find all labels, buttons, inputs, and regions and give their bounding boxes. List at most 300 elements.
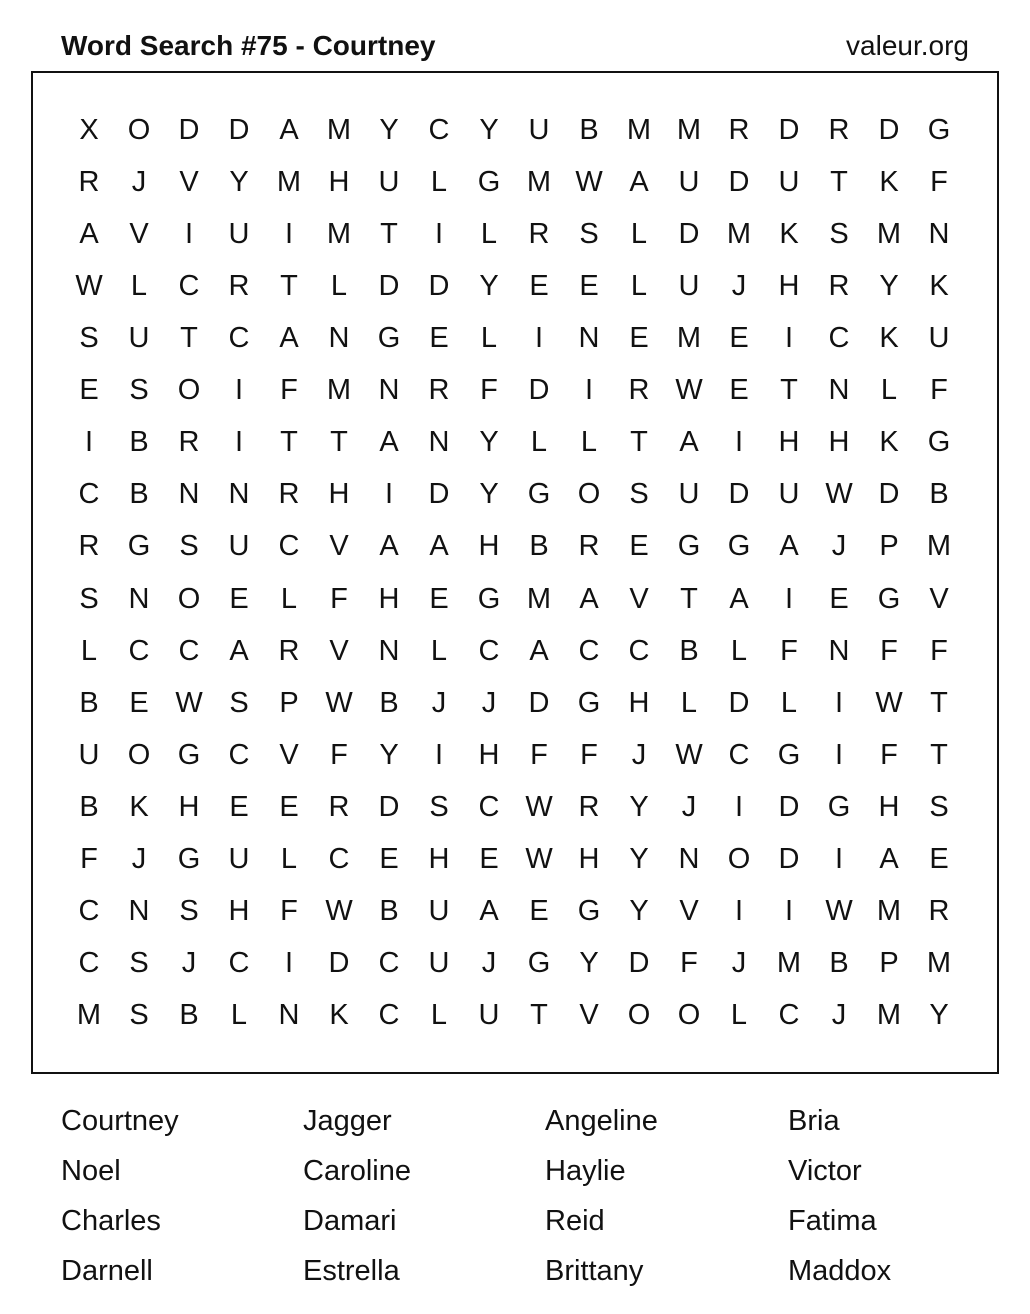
grid-letter: F: [880, 738, 898, 771]
grid-letter: P: [879, 530, 899, 563]
grid-letter: Y: [629, 790, 649, 823]
grid-letter: F: [80, 842, 98, 875]
grid-letter: W: [575, 166, 603, 199]
grid-letter: L: [230, 999, 248, 1032]
grid-letter: E: [729, 322, 749, 355]
grid-letter: A: [629, 166, 649, 199]
grid-letter: E: [529, 894, 549, 927]
grid-letter: L: [430, 166, 448, 199]
grid-letter: W: [825, 894, 853, 927]
grid-letter: T: [630, 426, 648, 459]
word-list-item: Reid: [545, 1205, 605, 1237]
grid-letter: A: [279, 322, 299, 355]
grid-letter: O: [127, 738, 151, 771]
grid-letter: P: [279, 686, 299, 719]
grid-letter: W: [525, 842, 553, 875]
grid-letter: D: [378, 270, 400, 303]
word-list-item: Angeline: [545, 1105, 658, 1137]
grid-letter: N: [678, 842, 700, 875]
grid-letter: O: [727, 842, 751, 875]
word-list-item: Brittany: [545, 1255, 644, 1287]
grid-letter: M: [776, 946, 802, 979]
grid-letter: U: [678, 478, 700, 511]
grid-letter: E: [579, 270, 599, 303]
grid-letter: J: [631, 738, 647, 771]
grid-letter: C: [828, 322, 850, 355]
grid-letter: U: [228, 842, 250, 875]
grid-letter: M: [626, 114, 652, 146]
grid-letter: K: [929, 270, 949, 303]
grid-letter: C: [578, 634, 600, 667]
grid-letter: R: [328, 790, 350, 823]
grid-letter: K: [779, 218, 799, 251]
grid-letter: D: [178, 114, 200, 146]
grid-letter: G: [777, 738, 801, 771]
grid-letter: H: [878, 790, 900, 823]
grid-letter: R: [528, 218, 550, 251]
grid-letter: R: [228, 270, 250, 303]
grid-letter: E: [929, 842, 949, 875]
grid-letter: Y: [379, 738, 399, 771]
grid-letter: R: [578, 790, 600, 823]
grid-letter: J: [831, 530, 847, 563]
grid-letter: B: [379, 894, 399, 927]
grid-letter: B: [79, 790, 99, 823]
grid-letter: E: [629, 530, 649, 563]
grid-letter: G: [377, 322, 401, 355]
grid-letter: S: [179, 530, 199, 563]
grid-letter: L: [280, 582, 298, 615]
grid-letter: U: [928, 322, 950, 355]
grid-letter: U: [78, 738, 100, 771]
grid-letter: C: [228, 946, 250, 979]
grid-letter: D: [228, 114, 250, 146]
grid-letter: E: [529, 270, 549, 303]
grid-letter: C: [378, 999, 400, 1032]
grid-letter: V: [279, 738, 299, 771]
grid-letter: F: [280, 894, 298, 927]
grid-letter: J: [481, 946, 497, 979]
grid-letter: I: [784, 894, 794, 927]
grid-letter: T: [180, 322, 198, 355]
grid-letter: H: [628, 686, 650, 719]
grid-letter: S: [129, 946, 149, 979]
grid-letter: S: [129, 999, 149, 1032]
grid-letter: V: [579, 999, 599, 1032]
grid-letter: V: [179, 166, 199, 199]
grid-letter: H: [328, 478, 350, 511]
grid-letter: U: [528, 114, 550, 146]
grid-letter: H: [378, 582, 400, 615]
grid-letter: L: [630, 270, 648, 303]
grid-letter: N: [828, 374, 850, 407]
grid-letter: M: [326, 114, 352, 146]
grid-letter: I: [834, 738, 844, 771]
grid-letter: Y: [879, 270, 899, 303]
grid-letter: A: [429, 530, 449, 563]
grid-letter: B: [129, 426, 149, 459]
grid-letter: S: [629, 478, 649, 511]
grid-letter: G: [877, 582, 901, 615]
grid-letter: C: [478, 634, 500, 667]
grid-letter: U: [378, 166, 400, 199]
grid-letter: V: [329, 530, 349, 563]
grid-letter: F: [580, 738, 598, 771]
grid-letter: G: [127, 530, 151, 563]
grid-letter: C: [78, 478, 100, 511]
grid-letter: J: [831, 999, 847, 1032]
grid-letter: Y: [629, 894, 649, 927]
grid-letter: H: [778, 426, 800, 459]
grid-letter: A: [229, 634, 249, 667]
grid-letter: D: [678, 218, 700, 251]
grid-letter: B: [529, 530, 549, 563]
grid-letter: A: [779, 530, 799, 563]
grid-letter: M: [676, 322, 702, 355]
grid-letter: C: [228, 322, 250, 355]
grid-letter: I: [434, 218, 444, 251]
grid-letter: R: [178, 426, 200, 459]
grid-letter: N: [828, 634, 850, 667]
grid-letter: G: [527, 478, 551, 511]
grid-letter: L: [730, 634, 748, 667]
grid-letter: E: [129, 686, 149, 719]
grid-letter: T: [330, 426, 348, 459]
grid-letter: J: [131, 166, 147, 199]
grid-letter: F: [330, 738, 348, 771]
word-list-item: Bria: [788, 1105, 840, 1137]
grid-letter: S: [229, 686, 249, 719]
grid-letter: L: [480, 322, 498, 355]
grid-letter: T: [830, 166, 848, 199]
grid-letter: I: [284, 946, 294, 979]
grid-letter: M: [876, 894, 902, 927]
grid-letter: J: [131, 842, 147, 875]
grid-letter: T: [280, 426, 298, 459]
grid-letter: W: [675, 374, 703, 407]
word-list-item: Charles: [61, 1205, 161, 1237]
grid-letter: Y: [579, 946, 599, 979]
grid-letter: C: [378, 946, 400, 979]
grid-letter: H: [828, 426, 850, 459]
word-list-item: Jagger: [303, 1105, 392, 1137]
grid-letter: W: [825, 478, 853, 511]
grid-letter: U: [128, 322, 150, 355]
grid-letter: C: [178, 270, 200, 303]
grid-letter: N: [128, 582, 150, 615]
grid-letter: H: [328, 166, 350, 199]
grid-letter: D: [778, 114, 800, 146]
grid-letter: Y: [929, 999, 949, 1032]
grid-letter: L: [430, 634, 448, 667]
grid-letter: L: [680, 686, 698, 719]
grid-letter: O: [127, 114, 151, 146]
grid-letter: D: [528, 686, 550, 719]
grid-letter: C: [628, 634, 650, 667]
grid-letter: E: [829, 582, 849, 615]
grid-letter: H: [178, 790, 200, 823]
grid-letter: U: [428, 946, 450, 979]
word-list-item: Estrella: [303, 1255, 400, 1287]
grid-letter: N: [128, 894, 150, 927]
grid-letter: A: [379, 426, 399, 459]
grid-letter: J: [731, 270, 747, 303]
grid-letter: G: [527, 946, 551, 979]
grid-letter: A: [479, 894, 499, 927]
grid-letter: M: [76, 999, 102, 1032]
grid-letter: N: [178, 478, 200, 511]
grid-letter: R: [278, 478, 300, 511]
puzzle-title: Word Search #75 - Courtney: [61, 30, 436, 61]
grid-letter: F: [330, 582, 348, 615]
grid-letter: M: [526, 166, 552, 199]
grid-letter: F: [280, 374, 298, 407]
grid-letter: T: [530, 999, 548, 1032]
grid-letter: K: [129, 790, 149, 823]
grid-letter: A: [679, 426, 699, 459]
grid-letter: B: [579, 114, 599, 146]
grid-letter: I: [834, 842, 844, 875]
grid-letter: C: [78, 946, 100, 979]
grid-letter: R: [828, 114, 850, 146]
grid-letter: U: [678, 270, 700, 303]
grid-letter: I: [784, 582, 794, 615]
grid-letter: H: [228, 894, 250, 927]
word-list-item: Maddox: [788, 1255, 892, 1287]
grid-letter: W: [325, 894, 353, 927]
grid-letter: O: [177, 374, 201, 407]
grid-letter: B: [829, 946, 849, 979]
grid-letter: S: [579, 218, 599, 251]
grid-letter: V: [629, 582, 649, 615]
grid-letter: A: [79, 218, 99, 251]
grid-letter: E: [629, 322, 649, 355]
grid-letter: Y: [479, 114, 499, 146]
grid-letter: Y: [479, 478, 499, 511]
grid-letter: N: [228, 478, 250, 511]
grid-letter: C: [278, 530, 300, 563]
grid-letter: D: [428, 478, 450, 511]
grid-letter: U: [228, 218, 250, 251]
grid-letter: G: [477, 582, 501, 615]
grid-letter: G: [677, 530, 701, 563]
grid-letter: S: [429, 790, 449, 823]
grid-letter: N: [378, 374, 400, 407]
grid-letter: I: [784, 322, 794, 355]
grid-letter: C: [478, 790, 500, 823]
grid-letter: R: [628, 374, 650, 407]
grid-letter: L: [780, 686, 798, 719]
grid-letter: V: [129, 218, 149, 251]
grid-letter: X: [79, 114, 99, 146]
word-list-item: Darnell: [61, 1255, 153, 1287]
grid-letter: J: [681, 790, 697, 823]
grid-letter: L: [630, 218, 648, 251]
grid-letter: G: [927, 426, 951, 459]
grid-letter: I: [234, 374, 244, 407]
grid-letter: C: [428, 114, 450, 146]
grid-letter: D: [328, 946, 350, 979]
grid-letter: L: [880, 374, 898, 407]
grid-letter: M: [676, 114, 702, 146]
grid-letter: C: [228, 738, 250, 771]
grid-letter: D: [628, 946, 650, 979]
grid-letter: R: [428, 374, 450, 407]
grid-letter: I: [284, 218, 294, 251]
grid-letter: W: [75, 270, 103, 303]
grid-letter: S: [179, 894, 199, 927]
grid-letter: M: [326, 218, 352, 251]
grid-letter: H: [428, 842, 450, 875]
grid-letter: S: [79, 322, 99, 355]
grid-letter: V: [679, 894, 699, 927]
grid-letter: A: [379, 530, 399, 563]
grid-letter: K: [879, 322, 899, 355]
grid-letter: V: [929, 582, 949, 615]
word-list-item: Victor: [788, 1155, 862, 1187]
grid-letter: G: [577, 894, 601, 927]
word-list-item: Fatima: [788, 1205, 877, 1237]
grid-letter: G: [177, 738, 201, 771]
grid-letter: F: [880, 634, 898, 667]
grid-letter: O: [627, 999, 651, 1032]
grid-letter: E: [229, 790, 249, 823]
grid-letter: J: [731, 946, 747, 979]
grid-letter: P: [879, 946, 899, 979]
grid-letter: Y: [479, 426, 499, 459]
grid-letter: T: [930, 686, 948, 719]
grid-letter: N: [578, 322, 600, 355]
grid-letter: L: [80, 634, 98, 667]
grid-letter: M: [726, 218, 752, 251]
grid-letter: G: [477, 166, 501, 199]
grid-letter: M: [526, 582, 552, 615]
grid-letter: L: [130, 270, 148, 303]
grid-letter: I: [234, 426, 244, 459]
grid-letter: M: [276, 166, 302, 199]
grid-letter: G: [727, 530, 751, 563]
grid-letter: N: [378, 634, 400, 667]
grid-letter: F: [780, 634, 798, 667]
grid-letter: C: [778, 999, 800, 1032]
grid-letter: R: [78, 166, 100, 199]
grid-letter: B: [129, 478, 149, 511]
grid-letter: N: [428, 426, 450, 459]
grid-letter: T: [930, 738, 948, 771]
grid-letter: E: [479, 842, 499, 875]
grid-letter: I: [584, 374, 594, 407]
word-list-item: Courtney: [61, 1105, 179, 1137]
grid-letter: A: [879, 842, 899, 875]
grid-letter: R: [578, 530, 600, 563]
grid-letter: B: [79, 686, 99, 719]
grid-letter: I: [384, 478, 394, 511]
grid-letter: T: [780, 374, 798, 407]
grid-letter: E: [229, 582, 249, 615]
grid-letter: S: [829, 218, 849, 251]
grid-letter: D: [428, 270, 450, 303]
grid-letter: T: [380, 218, 398, 251]
grid-letter: S: [79, 582, 99, 615]
grid-letter: J: [481, 686, 497, 719]
grid-letter: M: [876, 218, 902, 251]
grid-letter: I: [734, 894, 744, 927]
word-list-item: Caroline: [303, 1155, 411, 1187]
grid-letter: F: [680, 946, 698, 979]
grid-letter: W: [175, 686, 203, 719]
word-list-item: Noel: [61, 1155, 121, 1187]
grid-letter: D: [728, 686, 750, 719]
grid-letter: B: [679, 634, 699, 667]
grid-letter: G: [927, 114, 951, 146]
grid-letter: L: [730, 999, 748, 1032]
grid-letter: R: [928, 894, 950, 927]
grid-letter: D: [728, 166, 750, 199]
grid-letter: E: [279, 790, 299, 823]
grid-letter: W: [325, 686, 353, 719]
grid-letter: S: [929, 790, 949, 823]
grid-letter: R: [728, 114, 750, 146]
grid-letter: F: [480, 374, 498, 407]
grid-letter: M: [926, 530, 952, 563]
grid-letter: I: [84, 426, 94, 459]
grid-letter: C: [128, 634, 150, 667]
grid-letter: F: [930, 374, 948, 407]
grid-letter: C: [78, 894, 100, 927]
grid-letter: B: [929, 478, 949, 511]
grid-letter: R: [828, 270, 850, 303]
grid-letter: L: [580, 426, 598, 459]
grid-letter: D: [528, 374, 550, 407]
grid-letter: C: [178, 634, 200, 667]
grid-letter: W: [675, 738, 703, 771]
grid-letter: I: [184, 218, 194, 251]
grid-letter: M: [876, 999, 902, 1032]
grid-letter: L: [280, 842, 298, 875]
grid-letter: R: [278, 634, 300, 667]
grid-letter: F: [930, 166, 948, 199]
grid-letter: T: [280, 270, 298, 303]
grid-letter: K: [879, 166, 899, 199]
grid-letter: S: [129, 374, 149, 407]
grid-letter: C: [328, 842, 350, 875]
grid-letter: R: [78, 530, 100, 563]
grid-letter: Y: [379, 114, 399, 146]
grid-letter: U: [228, 530, 250, 563]
grid-letter: U: [478, 999, 500, 1032]
grid-letter: W: [875, 686, 903, 719]
site-name: valeur.org: [846, 30, 969, 61]
grid-letter: L: [480, 218, 498, 251]
grid-letter: G: [577, 686, 601, 719]
grid-letter: U: [428, 894, 450, 927]
grid-letter: A: [279, 114, 299, 146]
grid-letter: H: [778, 270, 800, 303]
grid-letter: Y: [479, 270, 499, 303]
grid-letter: Y: [229, 166, 249, 199]
grid-letter: B: [379, 686, 399, 719]
grid-letter: A: [579, 582, 599, 615]
grid-letter: F: [930, 634, 948, 667]
grid-letter: I: [734, 790, 744, 823]
grid-letter: L: [330, 270, 348, 303]
grid-letter: K: [329, 999, 349, 1032]
grid-letter: B: [179, 999, 199, 1032]
grid-letter: V: [329, 634, 349, 667]
grid-letter: C: [728, 738, 750, 771]
grid-letter: O: [177, 582, 201, 615]
grid-letter: Y: [629, 842, 649, 875]
